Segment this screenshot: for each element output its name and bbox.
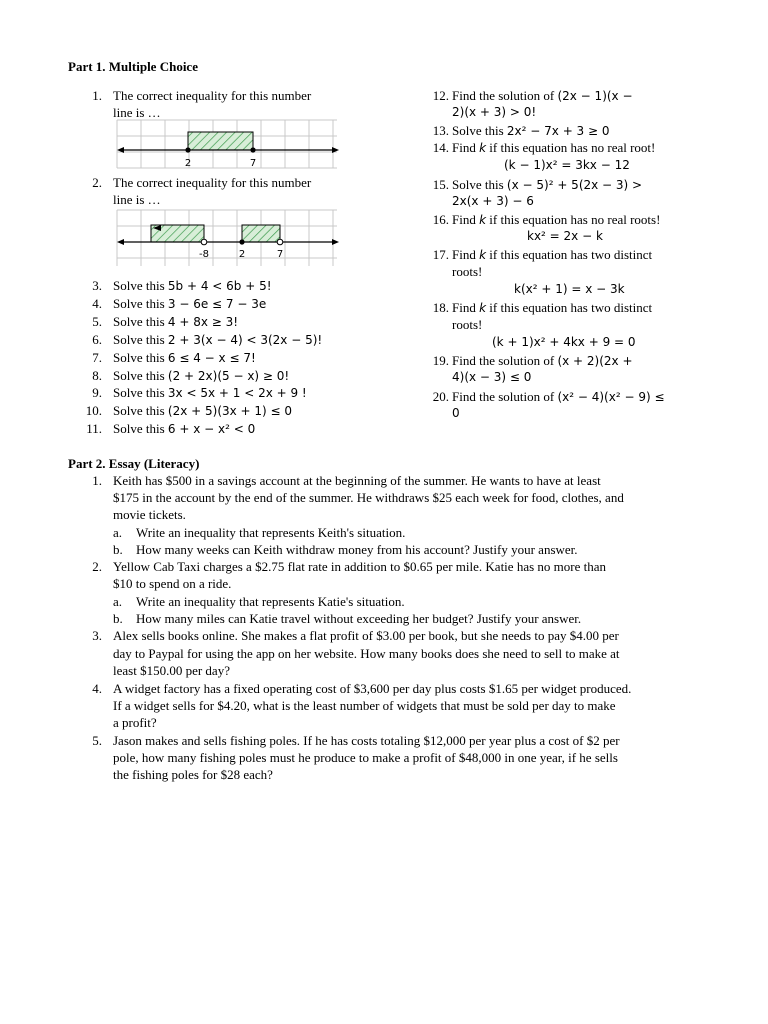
essay2-b-label: b.: [113, 611, 123, 626]
q15-number: 15.: [432, 177, 449, 192]
q8-number: 8.: [92, 368, 102, 383]
q10-number: 10.: [85, 403, 102, 418]
q5-text: Solve this 4 + 8x ≥ 3!: [113, 314, 239, 329]
q8-text: Solve this (2 + 2x)(5 − x) ≥ 0!: [113, 368, 290, 383]
essay3-text: Alex sells books online. She makes a flat profit of $3.00 per book, but she needs to pay $4.00 per: [113, 628, 619, 643]
essay2-b-text: How many miles can Katie travel without exceeding her budget? Justify your answer.: [136, 611, 582, 626]
q12-text: Find the solution of (2x − 1)(x −: [452, 88, 633, 103]
q11-number: 11.: [86, 421, 102, 436]
q1-text: The correct inequality for this number: [113, 88, 312, 103]
q19-text-2: 4)(x − 3) ≤ 0: [452, 370, 532, 384]
essay4-text: A widget factory has a fixed operating cost of $3,600 per day plus costs $1.65 per widget produced.: [113, 681, 632, 696]
q14-equation: (k − 1)x² = 3kx − 12: [504, 158, 630, 172]
essay1-a-text: Write an inequality that represents Keith's situation.: [136, 525, 406, 540]
q14-number: 14.: [432, 140, 449, 155]
q1-tick-b: 7: [249, 158, 257, 169]
q2-tick-a: -8: [199, 249, 209, 260]
q19-number: 19.: [432, 353, 449, 368]
q2-point-a: [201, 239, 207, 245]
essay4-number: 4.: [92, 681, 102, 696]
essay2-a-text: Write an inequality that represents Katie's situation.: [136, 594, 405, 609]
q17-text-2: roots!: [452, 264, 483, 279]
essay1-a-label: a.: [113, 525, 123, 540]
q10-text: Solve this (2x + 5)(3x + 1) ≤ 0: [113, 403, 293, 418]
q1-point-b: [250, 147, 255, 152]
essay3-text-3: least $150.00 per day?: [113, 663, 230, 678]
q2-point-b: [239, 239, 244, 244]
q6-text: Solve this 2 + 3(x − 4) < 3(2x − 5)!: [113, 332, 323, 347]
q11-text: Solve this 6 + x − x² < 0: [113, 421, 256, 436]
q12-text-2: 2)(x + 3) > 0!: [452, 105, 537, 119]
q18-text: Find k if this equation has two distinct: [452, 300, 653, 315]
q20-text: Find the solution of (x² − 4)(x² − 9) ≤: [452, 389, 665, 404]
q18-number: 18.: [432, 300, 449, 315]
q4-text: Solve this 3 − 6e ≤ 7 − 3e: [113, 296, 267, 311]
q20-number: 20.: [432, 389, 449, 404]
essay1-number: 1.: [92, 473, 102, 488]
q2-number-line: [113, 208, 341, 270]
q15-text-2: 2x(x + 3) − 6: [452, 194, 534, 208]
essay5-text-2: pole, how many fishing poles must he produce to make a profit of $48,000 in one year, if he sells: [113, 750, 618, 765]
q19-text: Find the solution of (x + 2)(2x +: [452, 353, 633, 368]
q14-text: Find k if this equation has no real root!: [452, 140, 656, 155]
essay1-b-text: How many weeks can Keith withdraw money from his account? Justify your answer.: [136, 542, 578, 557]
q4-number: 4.: [92, 296, 102, 311]
q13-number: 13.: [432, 123, 449, 138]
q17-number: 17.: [432, 247, 449, 262]
q2-text-2: line is …: [113, 192, 161, 207]
essay3-number: 3.: [92, 628, 102, 643]
essay4-text-3: a profit?: [113, 715, 157, 730]
q16-equation: kx² = 2x − k: [527, 229, 603, 243]
q17-equation: k(x² + 1) = x − 3k: [514, 282, 625, 296]
q2-number: 2.: [92, 175, 102, 190]
q13-text: Solve this 2x² − 7x + 3 ≥ 0: [452, 123, 610, 138]
q16-number: 16.: [432, 212, 449, 227]
essay1-text-3: movie tickets.: [113, 507, 186, 522]
essay5-text-3: the fishing poles for $28 each?: [113, 767, 273, 782]
q2-tick-b: 2: [238, 249, 246, 260]
part1-title: Part 1. Multiple Choice: [68, 59, 198, 74]
q1-number: 1.: [92, 88, 102, 103]
q18-equation: (k + 1)x² + 4kx + 9 = 0: [492, 335, 636, 349]
essay1-b-label: b.: [113, 542, 123, 557]
essay4-text-2: If a widget sells for $4.20, what is the least number of widgets that must be sold per day to make: [113, 698, 616, 713]
essay2-text: Yellow Cab Taxi charges a $2.75 flat rate in addition to $0.65 per mile. Katie has no more than: [113, 559, 606, 574]
q3-number: 3.: [92, 278, 102, 293]
q3-text: Solve this 5b + 4 < 6b + 5!: [113, 278, 272, 293]
q1-tick-a: 2: [184, 158, 192, 169]
q2-text: The correct inequality for this number: [113, 175, 312, 190]
essay1-text-2: $175 in the account by the end of the summer. He withdraws $25 each week for food, clothes, and: [113, 490, 624, 505]
q18-text-2: roots!: [452, 317, 483, 332]
part2-title: Part 2. Essay (Literacy): [68, 456, 200, 471]
essay5-text: Jason makes and sells fishing poles. If he has costs totaling $12,000 per year plus a cost of $2 per: [113, 733, 620, 748]
q12-number: 12.: [432, 88, 449, 103]
q7-text: Solve this 6 ≤ 4 − x ≤ 7!: [113, 350, 256, 365]
q1-text-2: line is …: [113, 105, 161, 120]
essay2-number: 2.: [92, 559, 102, 574]
q15-text: Solve this (x − 5)² + 5(2x − 3) >: [452, 177, 643, 192]
essay5-number: 5.: [92, 733, 102, 748]
q16-text: Find k if this equation has no real roots!: [452, 212, 661, 227]
essay3-text-2: day to Paypal for using the app on her website. How many books does she need to sell to make at: [113, 646, 620, 661]
q20-text-2: 0: [452, 406, 460, 420]
essay2-text-2: $10 to spend on a ride.: [113, 576, 232, 591]
essay1-text: Keith has $500 in a savings account at the beginning of the summer. He wants to have at least: [113, 473, 601, 488]
q9-number: 9.: [92, 385, 102, 400]
q2-shaded-right: [242, 225, 280, 242]
q7-number: 7.: [92, 350, 102, 365]
q2-tick-c: 7: [276, 249, 284, 260]
q2-point-c: [277, 239, 283, 245]
q1-point-a: [185, 147, 190, 152]
q17-text: Find k if this equation has two distinct: [452, 247, 653, 262]
q9-text: Solve this 3x < 5x + 1 < 2x + 9 !: [113, 385, 307, 400]
essay2-a-label: a.: [113, 594, 123, 609]
q5-number: 5.: [92, 314, 102, 329]
q6-number: 6.: [92, 332, 102, 347]
q1-shaded-interval: [188, 132, 253, 150]
q1-number-line: [113, 118, 341, 174]
